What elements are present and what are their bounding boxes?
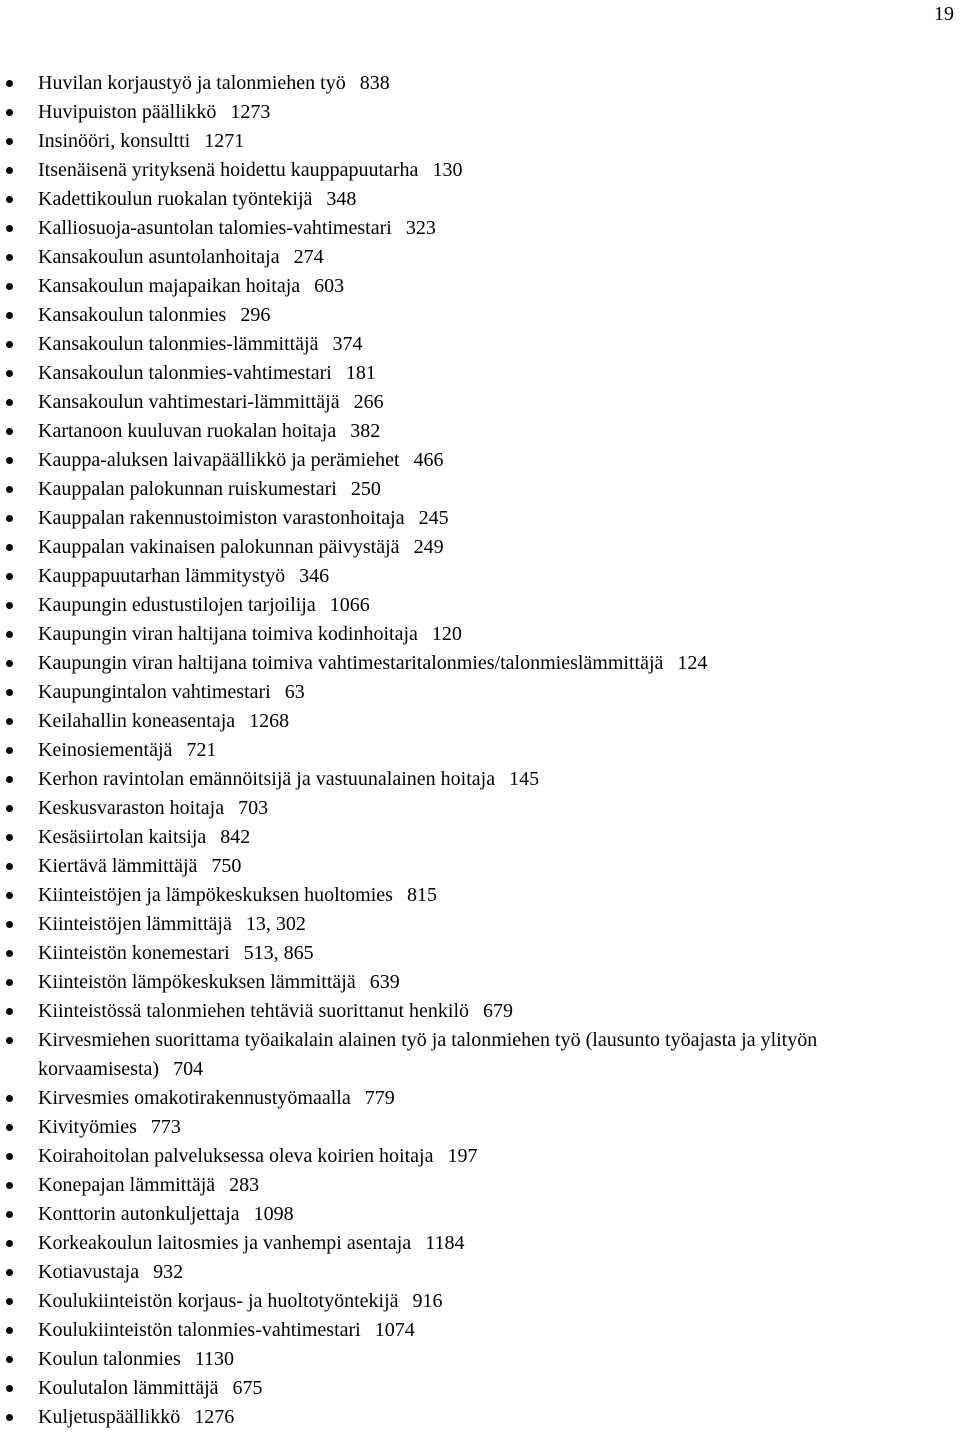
- bullet-icon: [6, 602, 13, 609]
- bullet-icon: [6, 138, 13, 145]
- entry-label: Kirvesmies omakotirakennustyömaalla: [38, 1087, 351, 1109]
- entry-page-ref: 838: [359, 72, 390, 94]
- entry-label: Kirvesmiehen suorittama työaikalain alainen työ ja talonmiehen työ (lausunto työajasta ja ylityön korvaamisesta): [38, 1029, 818, 1080]
- index-entry: [0, 910, 960, 939]
- index-entry: [0, 156, 960, 185]
- entry-label: Korkeakoulun laitosmies ja vanhempi asentaja: [38, 1232, 412, 1254]
- index-entry: [0, 446, 960, 475]
- index-entry: [0, 1258, 960, 1287]
- entry-label: Kauppa-aluksen laivapäällikkö ja perämiehet: [38, 449, 400, 471]
- entry-label: Kansakoulun vahtimestari-lämmittäjä: [38, 391, 340, 413]
- bullet-icon: [6, 1298, 13, 1305]
- entry-label: Kalliosuoja-asuntolan talomies-vahtimestari: [38, 217, 392, 239]
- index-entry: [0, 765, 960, 794]
- bullet-icon: [6, 747, 13, 754]
- bullet-icon: [6, 225, 13, 232]
- entry-label: Kauppalan palokunnan ruiskumestari: [38, 478, 337, 500]
- entry-label: Kaupungin viran haltijana toimiva vahtimestaritalonmies/talonmieslämmittäjä: [38, 652, 664, 674]
- entry-label: Kerhon ravintolan emännöitsijä ja vastuunalainen hoitaja: [38, 768, 496, 790]
- index-entry: [0, 1171, 960, 1200]
- index-entry: [0, 968, 960, 997]
- entry-page-ref: 181: [345, 362, 376, 384]
- index-entry: [0, 533, 960, 562]
- entry-label: Kaupungin viran haltijana toimiva kodinhoitaja: [38, 623, 418, 645]
- entry-label: Kansakoulun asuntolanhoitaja: [38, 246, 280, 268]
- entry-page-ref: 773: [150, 1116, 181, 1138]
- bullet-icon: [6, 1356, 13, 1363]
- entry-page-ref: 750: [211, 855, 242, 877]
- bullet-icon: [6, 1327, 13, 1334]
- entry-page-ref: 466: [413, 449, 444, 471]
- index-entry: [0, 272, 960, 301]
- bullet-icon: [6, 1182, 13, 1189]
- entry-page-ref: 603: [314, 275, 345, 297]
- entry-page-ref: 1098: [253, 1203, 294, 1225]
- entry-label: Koulutalon lämmittäjä: [38, 1377, 219, 1399]
- bullet-icon: [6, 805, 13, 812]
- entry-page-ref: 245: [418, 507, 449, 529]
- entry-page-ref: 374: [332, 333, 363, 355]
- index-entry: [0, 330, 960, 359]
- entry-label: Kiertävä lämmittäjä: [38, 855, 198, 877]
- entry-page-ref: 675: [232, 1377, 263, 1399]
- index-entry: [0, 591, 960, 620]
- index-list: [0, 69, 960, 1432]
- entry-page-ref: 779: [364, 1087, 395, 1109]
- bullet-icon: [6, 1414, 13, 1421]
- bullet-icon: [6, 689, 13, 696]
- index-entry: [0, 1113, 960, 1142]
- entry-page-ref: 1271: [204, 130, 245, 152]
- entry-label: Koirahoitolan palveluksessa oleva koirien hoitaja: [38, 1145, 434, 1167]
- entry-label: Konttorin autonkuljettaja: [38, 1203, 240, 1225]
- entry-label: Kiinteistöjen lämmittäjä: [38, 913, 232, 935]
- entry-page-ref: 1273: [230, 101, 271, 123]
- bullet-icon: [6, 660, 13, 667]
- entry-page-ref: 639: [369, 971, 400, 993]
- entry-page-ref: 274: [293, 246, 324, 268]
- bullet-icon: [6, 283, 13, 290]
- index-entry: [0, 794, 960, 823]
- entry-page-ref: 346: [299, 565, 330, 587]
- index-entry: [0, 562, 960, 591]
- entry-page-ref: 382: [350, 420, 381, 442]
- bullet-icon: [6, 167, 13, 174]
- index-entry: [0, 1229, 960, 1258]
- entry-page-ref: 283: [229, 1174, 260, 1196]
- index-entry: [0, 359, 960, 388]
- index-entry: [0, 185, 960, 214]
- bullet-icon: [6, 834, 13, 841]
- entry-label: Kuljetuspäällikkö: [38, 1406, 181, 1428]
- bullet-icon: [6, 457, 13, 464]
- index-entry: [0, 939, 960, 968]
- bullet-icon: [6, 1095, 13, 1102]
- entry-label: Keskusvaraston hoitaja: [38, 797, 225, 819]
- entry-label: Kiinteistössä talonmiehen tehtäviä suorittanut henkilö: [38, 1000, 470, 1022]
- entry-page-ref: 124: [677, 652, 708, 674]
- entry-page-ref: 13, 302: [245, 913, 306, 935]
- index-entry: [0, 417, 960, 446]
- entry-page-ref: 932: [153, 1261, 184, 1283]
- entry-label: Huvipuiston päällikkö: [38, 101, 217, 123]
- entry-page-ref: 145: [509, 768, 540, 790]
- entry-label: Kadettikoulun ruokalan työntekijä: [38, 188, 313, 210]
- index-entry: [0, 1142, 960, 1171]
- entry-page-ref: 1276: [194, 1406, 235, 1428]
- index-entry: [0, 1287, 960, 1316]
- entry-page-ref: 679: [483, 1000, 514, 1022]
- index-entry: [0, 1026, 960, 1084]
- index-entry: [0, 823, 960, 852]
- index-entry: [0, 707, 960, 736]
- index-entry: [0, 243, 960, 272]
- entry-page-ref: 197: [447, 1145, 478, 1167]
- entry-page-ref: 1184: [425, 1232, 465, 1254]
- bullet-icon: [6, 1124, 13, 1131]
- entry-page-ref: 703: [238, 797, 269, 819]
- index-entry: [0, 69, 960, 98]
- bullet-icon: [6, 1240, 13, 1247]
- bullet-icon: [6, 921, 13, 928]
- bullet-icon: [6, 196, 13, 203]
- bullet-icon: [6, 1269, 13, 1276]
- entry-label: Keilahallin koneasentaja: [38, 710, 236, 732]
- index-entry: [0, 852, 960, 881]
- index-entry: [0, 1316, 960, 1345]
- entry-label: Insinööri, konsultti: [38, 130, 191, 152]
- index-entry: [0, 736, 960, 765]
- bullet-icon: [6, 573, 13, 580]
- bullet-icon: [6, 950, 13, 957]
- bullet-icon: [6, 312, 13, 319]
- entry-label: Kivityömies: [38, 1116, 137, 1138]
- bullet-icon: [6, 718, 13, 725]
- bullet-icon: [6, 341, 13, 348]
- bullet-icon: [6, 486, 13, 493]
- index-entry: [0, 214, 960, 243]
- index-entry: [0, 1403, 960, 1432]
- index-entry: [0, 1345, 960, 1374]
- entry-label: Kiinteistöjen ja lämpökeskuksen huoltomies: [38, 884, 393, 906]
- bullet-icon: [6, 979, 13, 986]
- entry-page-ref: 704: [173, 1058, 204, 1080]
- entry-page-ref: 266: [353, 391, 384, 413]
- entry-label: Itsenäisenä yrityksenä hoidettu kauppapuutarha: [38, 159, 419, 181]
- entry-label: Kotiavustaja: [38, 1261, 140, 1283]
- index-entry: [0, 678, 960, 707]
- index-entry: [0, 881, 960, 910]
- index-entry: [0, 620, 960, 649]
- entry-page-ref: 815: [406, 884, 437, 906]
- index-entry: [0, 301, 960, 330]
- entry-page-ref: 1074: [374, 1319, 415, 1341]
- bullet-icon: [6, 1008, 13, 1015]
- entry-label: Kansakoulun talonmies: [38, 304, 227, 326]
- index-entry: [0, 475, 960, 504]
- entry-label: Huvilan korjaustyö ja talonmiehen työ: [38, 72, 346, 94]
- page-number: 19: [934, 3, 954, 25]
- bullet-icon: [6, 80, 13, 87]
- bullet-icon: [6, 1037, 13, 1044]
- bullet-icon: [6, 631, 13, 638]
- bullet-icon: [6, 515, 13, 522]
- entry-label: Koulukiinteistön korjaus- ja huoltotyöntekijä: [38, 1290, 399, 1312]
- bullet-icon: [6, 776, 13, 783]
- index-entry: [0, 1200, 960, 1229]
- entry-label: Kauppalan vakinaisen palokunnan päivystäjä: [38, 536, 400, 558]
- index-entry: [0, 504, 960, 533]
- entry-page-ref: 1066: [329, 594, 370, 616]
- entry-label: Kauppalan rakennustoimiston varastonhoitaja: [38, 507, 405, 529]
- entry-page-ref: 916: [412, 1290, 443, 1312]
- entry-page-ref: 348: [326, 188, 357, 210]
- bullet-icon: [6, 544, 13, 551]
- bullet-icon: [6, 892, 13, 899]
- entry-page-ref: 1268: [249, 710, 290, 732]
- entry-page-ref: 130: [432, 159, 463, 181]
- entry-label: Keinosiementäjä: [38, 739, 173, 761]
- entry-page-ref: 323: [405, 217, 436, 239]
- entry-page-ref: 842: [220, 826, 251, 848]
- bullet-icon: [6, 399, 13, 406]
- index-entry: [0, 997, 960, 1026]
- bullet-icon: [6, 370, 13, 377]
- entry-label: Kaupungin edustustilojen tarjoilija: [38, 594, 316, 616]
- entry-label: Kartanoon kuuluvan ruokalan hoitaja: [38, 420, 337, 442]
- entry-label: Konepajan lämmittäjä: [38, 1174, 216, 1196]
- index-entry: [0, 1374, 960, 1403]
- entry-page-ref: 513, 865: [243, 942, 314, 964]
- index-entry: [0, 649, 960, 678]
- entry-label: Kansakoulun talonmies-vahtimestari: [38, 362, 332, 384]
- entry-page-ref: 1130: [194, 1348, 235, 1370]
- entry-label: Koulun talonmies: [38, 1348, 181, 1370]
- bullet-icon: [6, 1153, 13, 1160]
- entry-page-ref: 120: [431, 623, 462, 645]
- entry-label: Kesäsiirtolan kaitsija: [38, 826, 207, 848]
- entry-label: Kauppapuutarhan lämmitystyö: [38, 565, 286, 587]
- entry-label: Kiinteistön konemestari: [38, 942, 230, 964]
- index-entry: [0, 1084, 960, 1113]
- entry-label: Koulukiinteistön talonmies-vahtimestari: [38, 1319, 361, 1341]
- index-entry: [0, 98, 960, 127]
- bullet-icon: [6, 254, 13, 261]
- bullet-icon: [6, 109, 13, 116]
- index-entry: [0, 388, 960, 417]
- index-entry: [0, 127, 960, 156]
- entry-label: Kaupungintalon vahtimestari: [38, 681, 271, 703]
- entry-page-ref: 249: [413, 536, 444, 558]
- entry-page-ref: 250: [350, 478, 381, 500]
- entry-page-ref: 63: [284, 681, 305, 703]
- bullet-icon: [6, 1211, 13, 1218]
- entry-label: Kansakoulun majapaikan hoitaja: [38, 275, 301, 297]
- entry-label: Kansakoulun talonmies-lämmittäjä: [38, 333, 319, 355]
- bullet-icon: [6, 1385, 13, 1392]
- entry-page-ref: 296: [240, 304, 271, 326]
- entry-label: Kiinteistön lämpökeskuksen lämmittäjä: [38, 971, 356, 993]
- bullet-icon: [6, 863, 13, 870]
- bullet-icon: [6, 428, 13, 435]
- entry-page-ref: 721: [186, 739, 217, 761]
